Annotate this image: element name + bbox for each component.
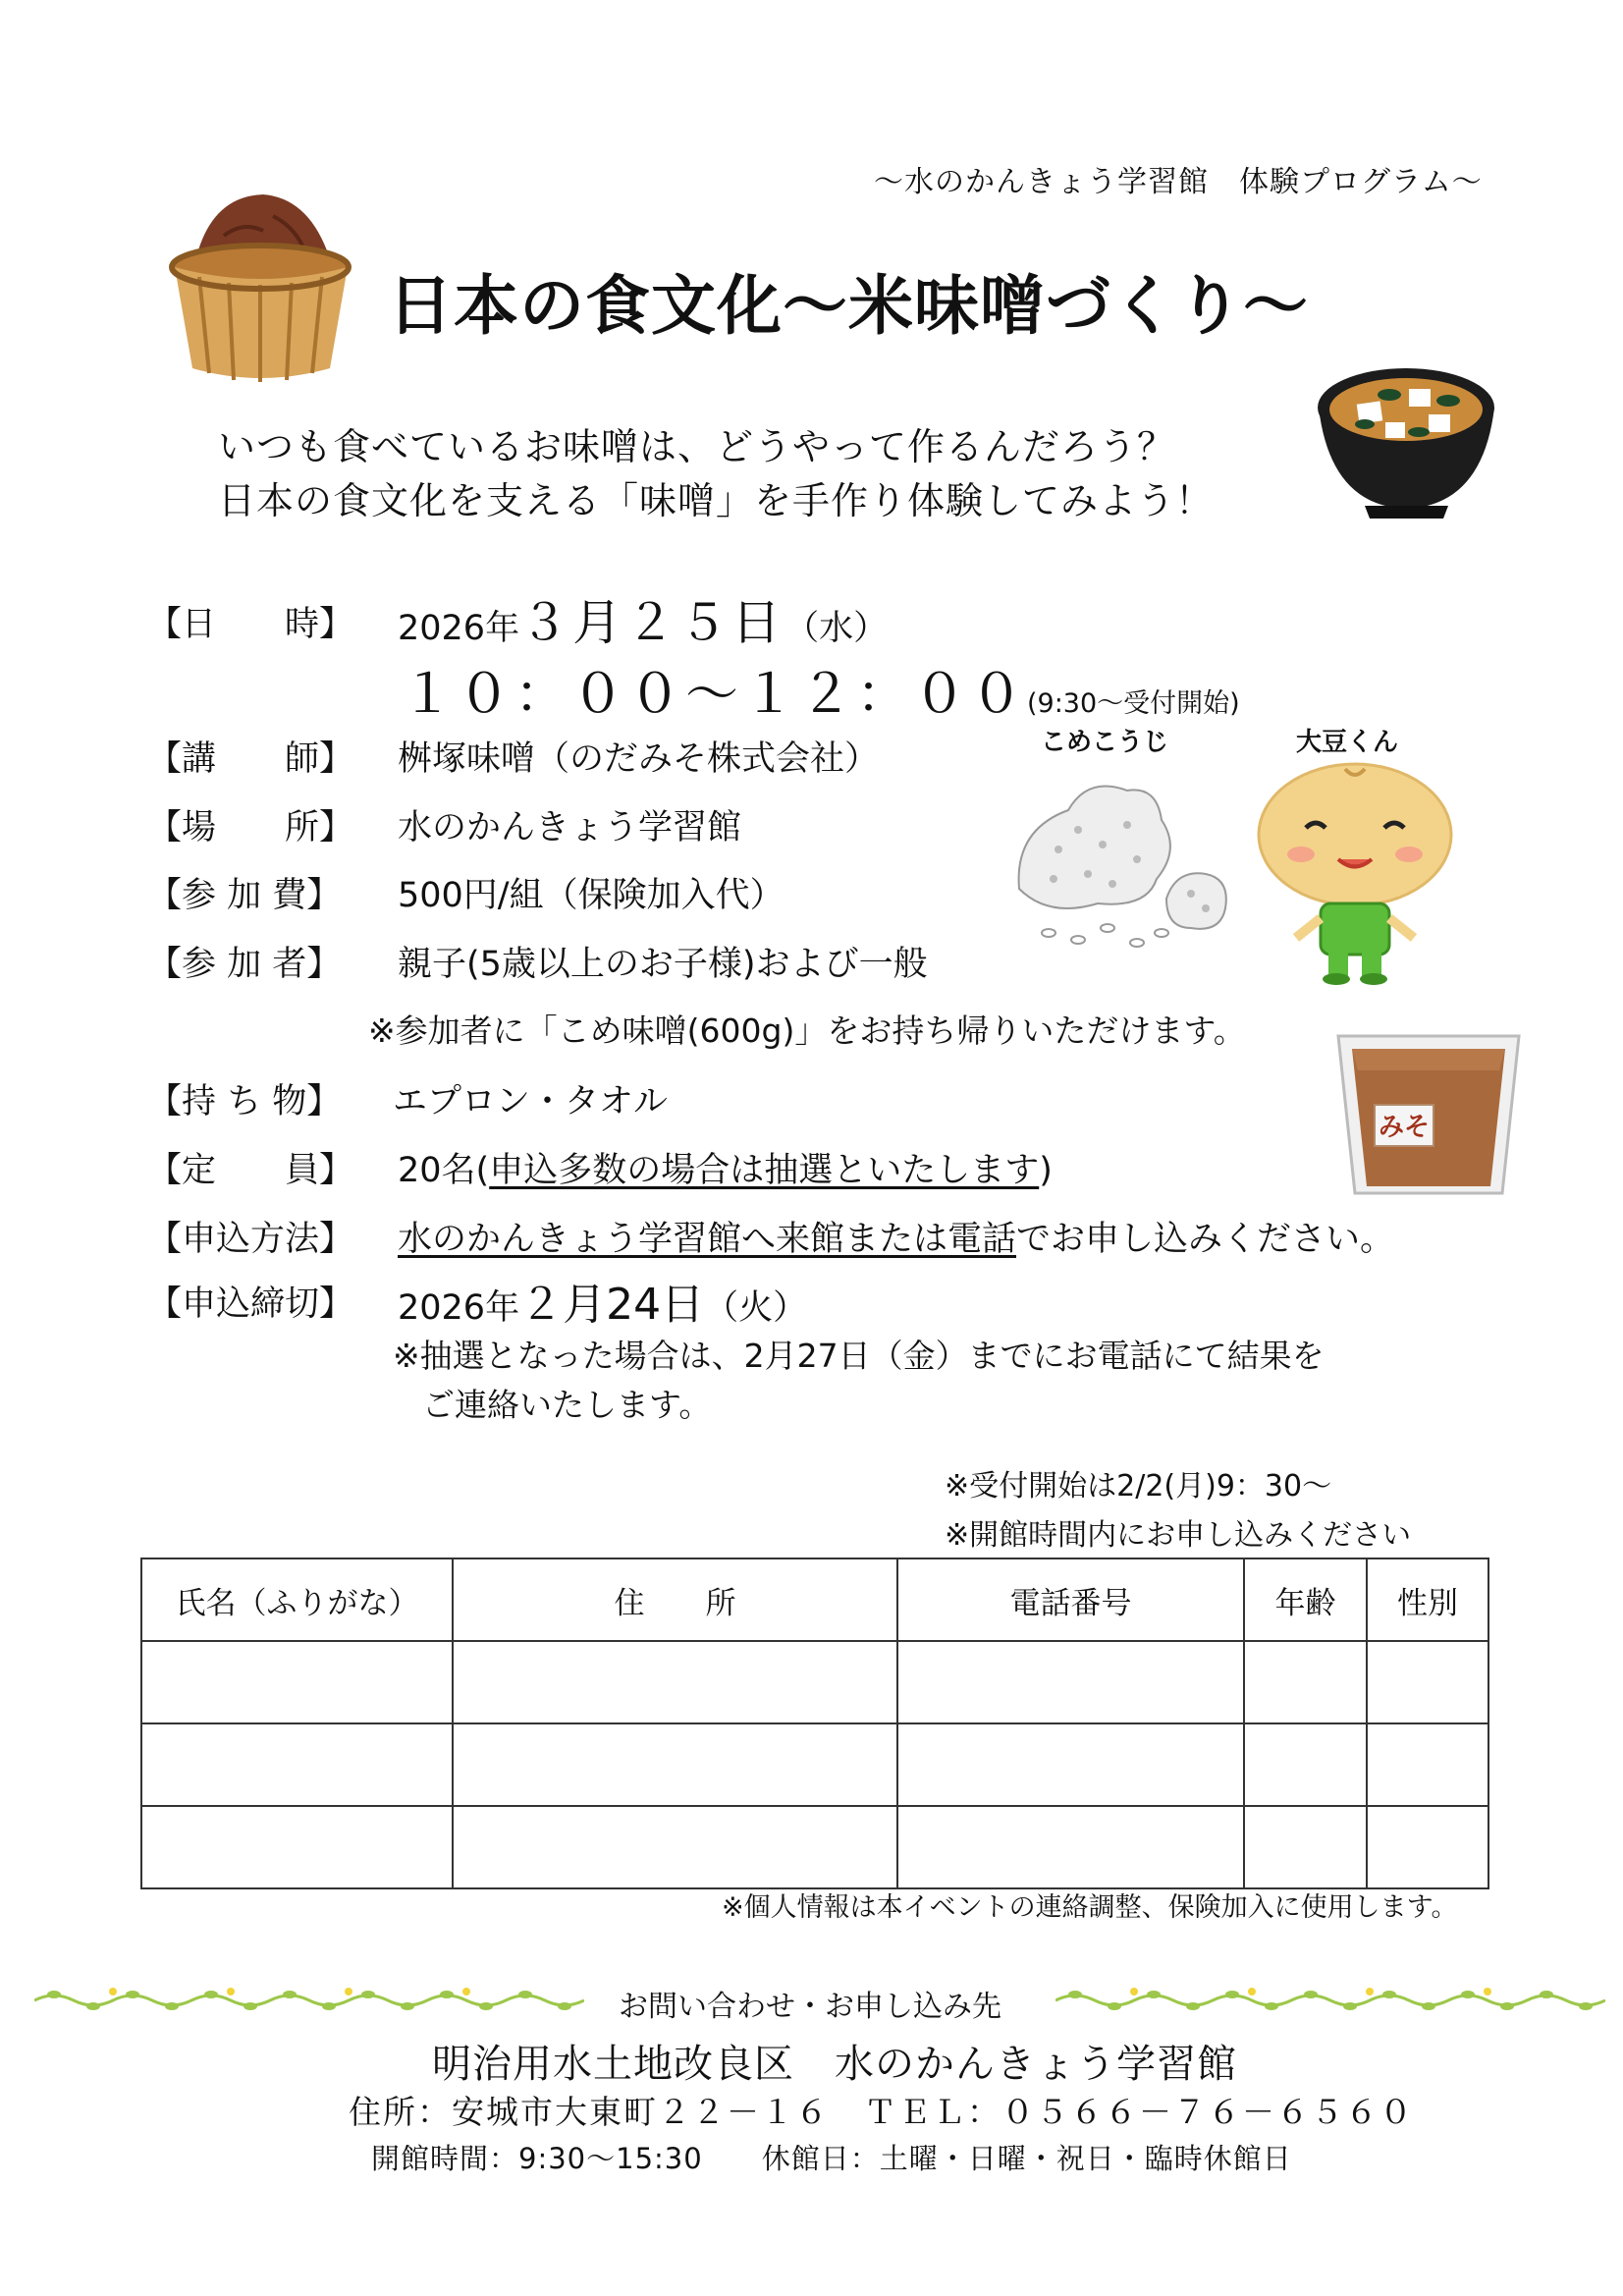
- koji-label: こめこうじ: [1041, 728, 1169, 757]
- deadline-label: 【申込締切】: [147, 1285, 354, 1324]
- belongings-value: エプロン・タオル: [393, 1082, 669, 1121]
- daizu-kun-label: 大豆くん: [1296, 728, 1399, 757]
- age-cell[interactable]: [1244, 1806, 1367, 1888]
- date-month-day: ３月２５日: [519, 594, 785, 651]
- fee-value: 500円/組（保険加入代）: [398, 876, 784, 915]
- contact-heading: お問い合わせ・お申し込み先: [619, 1990, 1001, 2024]
- phone-cell[interactable]: [897, 1723, 1244, 1806]
- fee-label: 【参 加 費】: [147, 876, 342, 915]
- gender-cell[interactable]: [1367, 1806, 1488, 1888]
- capacity-suffix: ): [1039, 1151, 1053, 1190]
- header-name: 氏名（ふりがな）: [141, 1558, 453, 1641]
- time-value: [401, 652, 1240, 728]
- organization-name: 明治用水土地改良区 水のかんきょう学習館: [432, 2042, 1237, 2087]
- address-cell[interactable]: [453, 1641, 897, 1723]
- capacity-value: [398, 1143, 1053, 1192]
- place-value: 水のかんきょう学習館: [398, 808, 742, 847]
- intro-line-1: いつも食べているお味噌は、どうやって作るんだろう？: [218, 425, 1176, 468]
- table-row: [141, 1723, 1488, 1806]
- capacity-prefix: 20名(: [398, 1151, 490, 1190]
- vine-decoration-right: [1055, 1986, 1605, 2015]
- header-age: 年齢: [1244, 1558, 1367, 1641]
- phone-cell[interactable]: [897, 1806, 1244, 1888]
- deadline-weekday: （火）: [704, 1288, 808, 1328]
- deadline-note-1: ※抽選となった場合は、2月27日（金）までにお電話にて結果を: [393, 1337, 1325, 1375]
- miso-label: みそ: [1378, 1113, 1431, 1142]
- lecturer-label: 【講 師】: [147, 739, 354, 779]
- deadline-value: [398, 1269, 807, 1332]
- age-cell[interactable]: [1244, 1723, 1367, 1806]
- capacity-label: 【定 員】: [147, 1151, 354, 1190]
- name-cell[interactable]: [141, 1723, 453, 1806]
- participants-value: 親子(5歳以上のお子様)および一般: [398, 945, 928, 984]
- privacy-note: ※個人情報は本イベントの連絡調整、保険加入に使用します。: [722, 1892, 1458, 1923]
- application-form-table: [140, 1558, 1489, 1889]
- reception-start: (9:30～受付開始): [1027, 688, 1240, 719]
- gender-cell[interactable]: [1367, 1641, 1488, 1723]
- date-year: 2026年: [398, 609, 520, 648]
- belongings-label: 【持 ち 物】: [147, 1082, 342, 1121]
- form-header-row: [141, 1558, 1488, 1641]
- address-cell[interactable]: [453, 1723, 897, 1806]
- time-range: １０：００～１２：００: [401, 663, 1027, 725]
- participants-label: 【参 加 者】: [147, 945, 342, 984]
- gender-cell[interactable]: [1367, 1723, 1488, 1806]
- page-title: 日本の食文化～米味噌づくり～: [388, 268, 1309, 344]
- date-label: 【日 時】: [147, 605, 354, 644]
- age-cell[interactable]: [1244, 1641, 1367, 1723]
- address-phone: 住所：安城市大東町２２－１６ ＴＥＬ：０５６６－７６－６５６０: [349, 2093, 1414, 2131]
- opening-hours: 開館時間：9:30～15:30 休館日：土曜・日曜・祝日・臨時休館日: [371, 2142, 1292, 2175]
- miso-barrel-illustration: [165, 187, 356, 388]
- table-row: [141, 1806, 1488, 1888]
- date-weekday: （水）: [784, 609, 889, 648]
- method-suffix: でお申し込みください。: [1016, 1220, 1395, 1259]
- header-address: 住 所: [453, 1558, 897, 1641]
- name-cell[interactable]: [141, 1806, 453, 1888]
- rice-koji-illustration: [1009, 771, 1245, 957]
- deadline-month-day: ２月24日: [519, 1280, 705, 1330]
- method-label: 【申込方法】: [147, 1220, 354, 1259]
- lecturer-value: 桝塚味噌（のだみそ株式会社）: [398, 739, 880, 779]
- date-value: [398, 583, 888, 654]
- method-underlined: 水のかんきょう学習館へ来館または電話: [398, 1220, 1017, 1259]
- phone-cell[interactable]: [897, 1641, 1244, 1723]
- deadline-note-2: ご連絡いたします。: [422, 1386, 712, 1424]
- header-phone: 電話番号: [897, 1558, 1244, 1641]
- table-row: [141, 1641, 1488, 1723]
- miso-soup-bowl-illustration: [1311, 354, 1502, 520]
- place-label: 【場 所】: [147, 808, 354, 847]
- program-subtitle: ～水のかんきょう学習館 体験プログラム～: [874, 165, 1483, 199]
- intro-line-2: 日本の食文化を支える「味噌」を手作り体験してみよう！: [218, 479, 1215, 522]
- daizu-kun-illustration: [1252, 761, 1458, 987]
- deadline-year: 2026年: [398, 1288, 520, 1328]
- capacity-lottery-note: 申込多数の場合は抽選といたします: [489, 1151, 1040, 1190]
- miso-container-illustration: [1330, 1011, 1527, 1203]
- address-cell[interactable]: [453, 1806, 897, 1888]
- method-value: [398, 1212, 1394, 1261]
- name-cell[interactable]: [141, 1641, 453, 1723]
- participants-note: ※参加者に「こめ味噌(600g)」をお持ち帰りいただけます。: [368, 1011, 1246, 1050]
- vine-decoration-left: [34, 1986, 584, 2015]
- header-gender: 性別: [1367, 1558, 1488, 1641]
- reception-start-note: ※受付開始は2/2(月)9：30～: [945, 1469, 1332, 1503]
- reception-hours-note: ※開館時間内にお申し込みください: [945, 1518, 1412, 1553]
